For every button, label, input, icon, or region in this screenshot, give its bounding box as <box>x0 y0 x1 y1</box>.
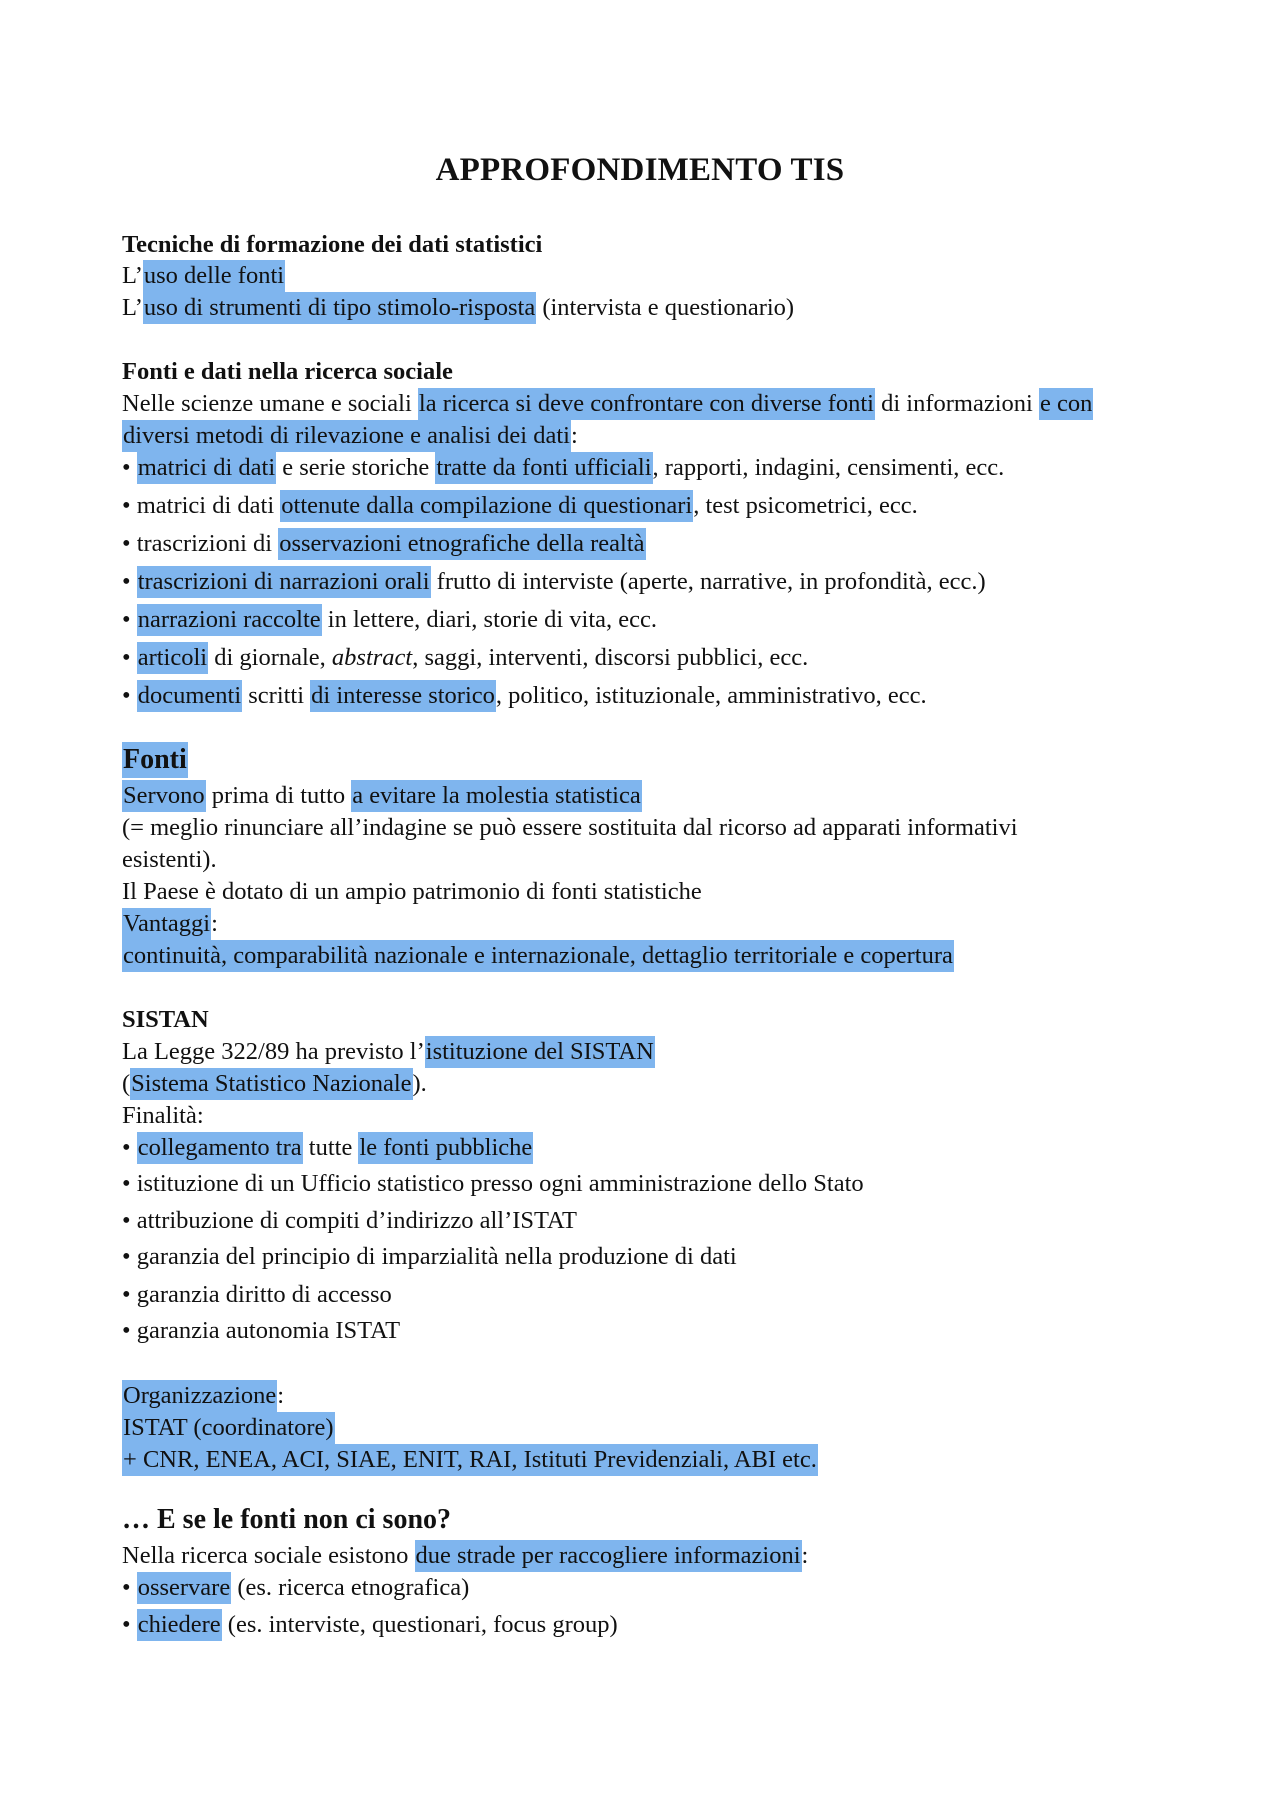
highlight: la ricerca si deve confrontare con diverse fonti <box>418 388 875 420</box>
text: (intervista e questionario) <box>536 294 795 321</box>
list-item <box>122 1610 618 1640</box>
line-sistema <box>122 1069 427 1099</box>
list-item: • garanzia autonomia ISTAT <box>122 1317 401 1344</box>
bullet: • <box>122 454 137 481</box>
line-esistenti: esistenti). <box>122 846 217 873</box>
highlight: osservare <box>137 1572 232 1604</box>
text: : <box>277 1382 285 1409</box>
line-uso-strumenti <box>122 293 794 323</box>
text: scritti <box>242 682 311 709</box>
heading-fonti-dati: Fonti e dati nella ricerca sociale <box>122 358 453 385</box>
line-continuita <box>122 941 954 971</box>
line-legge <box>122 1037 655 1067</box>
text: • trascrizioni di <box>122 530 279 557</box>
text: : <box>570 422 578 449</box>
highlight: osservazioni etnografiche della realtà <box>278 528 645 560</box>
highlight: istituzione del SISTAN <box>425 1036 655 1068</box>
line-ricerca-sociale <box>122 1541 808 1571</box>
heading-sistan: SISTAN <box>122 1006 209 1033</box>
text: L’ <box>122 262 143 289</box>
line-finalita: Finalità: <box>122 1102 204 1129</box>
text: Nelle scienze umane e sociali <box>122 390 418 417</box>
text: , politico, istituzionale, amministrativo, ecc. <box>495 682 927 709</box>
highlight: uso di strumenti di tipo stimolo-risposta <box>143 292 536 324</box>
paragraph-line-2 <box>122 421 578 451</box>
text: L’ <box>122 294 143 321</box>
text: (es. interviste, questionari, focus group) <box>221 1611 618 1638</box>
highlight: chiedere <box>137 1609 222 1641</box>
highlight: collegamento tra <box>137 1132 303 1164</box>
text: prima di tutto <box>205 782 352 809</box>
highlight: trascrizioni di narrazioni orali <box>137 566 431 598</box>
bullet: • <box>122 1134 137 1161</box>
line-enti <box>122 1445 818 1475</box>
list-item <box>122 453 1004 483</box>
heading-fonti <box>122 745 188 776</box>
highlight: continuità, comparabilità nazionale e internazionale, dettaglio territoriale e copertura <box>122 940 954 972</box>
list-item <box>122 681 927 711</box>
highlight: le fonti pubbliche <box>358 1132 533 1164</box>
text: La Legge 322/89 ha previsto l’ <box>122 1038 425 1065</box>
list-item <box>122 643 808 673</box>
text: Nella ricerca sociale esistono <box>122 1542 415 1569</box>
list-item: • garanzia del principio di imparzialità nella produzione di dati <box>122 1243 737 1270</box>
bullet: • <box>122 682 137 709</box>
text: : <box>801 1542 809 1569</box>
text: ( <box>122 1070 131 1097</box>
line-paese: Il Paese è dotato di un ampio patrimonio di fonti statistiche <box>122 878 702 905</box>
text: frutto di interviste (aperte, narrative, in profondità, ecc.) <box>430 568 986 595</box>
list-item <box>122 529 646 559</box>
line-uso-fonti <box>122 261 285 291</box>
text: • matrici di dati <box>122 492 281 519</box>
bullet: • <box>122 1611 137 1638</box>
highlight: ISTAT (coordinatore) <box>122 1412 335 1444</box>
list-item: • istituzione di un Ufficio statistico presso ogni amministrazione dello Stato <box>122 1170 864 1197</box>
document-title: APPROFONDIMENTO TIS <box>435 152 845 188</box>
heading-tecniche: Tecniche di formazione dei dati statistici <box>122 231 543 258</box>
text: , rapporti, indagini, censimenti, ecc. <box>652 454 1005 481</box>
highlight: a evitare la molestia statistica <box>351 780 641 812</box>
highlight: di interesse storico <box>310 680 496 712</box>
bullet: • <box>122 644 137 671</box>
list-item: • attribuzione di compiti d’indirizzo all’ISTAT <box>122 1207 577 1234</box>
bullet: • <box>122 606 137 633</box>
highlight: matrici di dati <box>137 452 276 484</box>
highlight: narrazioni raccolte <box>137 604 322 636</box>
line-servono <box>122 781 642 811</box>
highlight: due strade per raccogliere informazioni <box>415 1540 802 1572</box>
highlight: uso delle fonti <box>143 260 285 292</box>
highlight: Vantaggi <box>122 908 211 940</box>
highlight: e con <box>1039 388 1093 420</box>
list-item <box>122 567 986 597</box>
bullet: • <box>122 1574 137 1601</box>
paragraph-line-1 <box>122 389 1093 419</box>
line-organizzazione <box>122 1381 284 1411</box>
text: di informazioni <box>874 390 1039 417</box>
line-istat <box>122 1413 335 1443</box>
text: , test psicometrici, ecc. <box>693 492 918 519</box>
text: , saggi, interventi, discorsi pubblici, ecc. <box>412 644 809 671</box>
highlight: Servono <box>122 780 206 812</box>
text: in lettere, diari, storie di vita, ecc. <box>321 606 658 633</box>
list-item: • garanzia diritto di accesso <box>122 1281 392 1308</box>
highlight: Sistema Statistico Nazionale <box>130 1068 412 1100</box>
bullet: • <box>122 568 137 595</box>
highlight: documenti <box>137 680 242 712</box>
highlight: Fonti <box>122 742 188 778</box>
text: tutte <box>302 1134 359 1161</box>
highlight: + CNR, ENEA, ACI, SIAE, ENIT, RAI, Istituti Previdenziali, ABI etc. <box>122 1444 818 1476</box>
line-vantaggi <box>122 909 218 939</box>
highlight: articoli <box>137 642 208 674</box>
text: e serie storiche <box>276 454 436 481</box>
highlight: ottenute dalla compilazione di questionari <box>280 490 693 522</box>
text: : <box>211 910 218 937</box>
heading-se-le-fonti: … E se le fonti non ci sono? <box>122 1504 452 1535</box>
highlight: diversi metodi di rilevazione e analisi dei dati <box>122 420 571 452</box>
highlight: tratte da fonti ufficiali <box>435 452 652 484</box>
list-item <box>122 1573 469 1603</box>
list-item <box>122 491 918 521</box>
text: di giornale, <box>208 644 332 671</box>
highlight: Organizzazione <box>122 1380 277 1412</box>
line-meglio-rinunciare: (= meglio rinunciare all’indagine se può essere sostituita dal ricorso ad apparati informativi <box>122 814 1018 841</box>
list-item <box>122 1133 533 1163</box>
italic-text: abstract <box>331 644 413 671</box>
text: (es. ricerca etnografica) <box>231 1574 470 1601</box>
list-item <box>122 605 657 635</box>
text: ). <box>412 1070 427 1097</box>
